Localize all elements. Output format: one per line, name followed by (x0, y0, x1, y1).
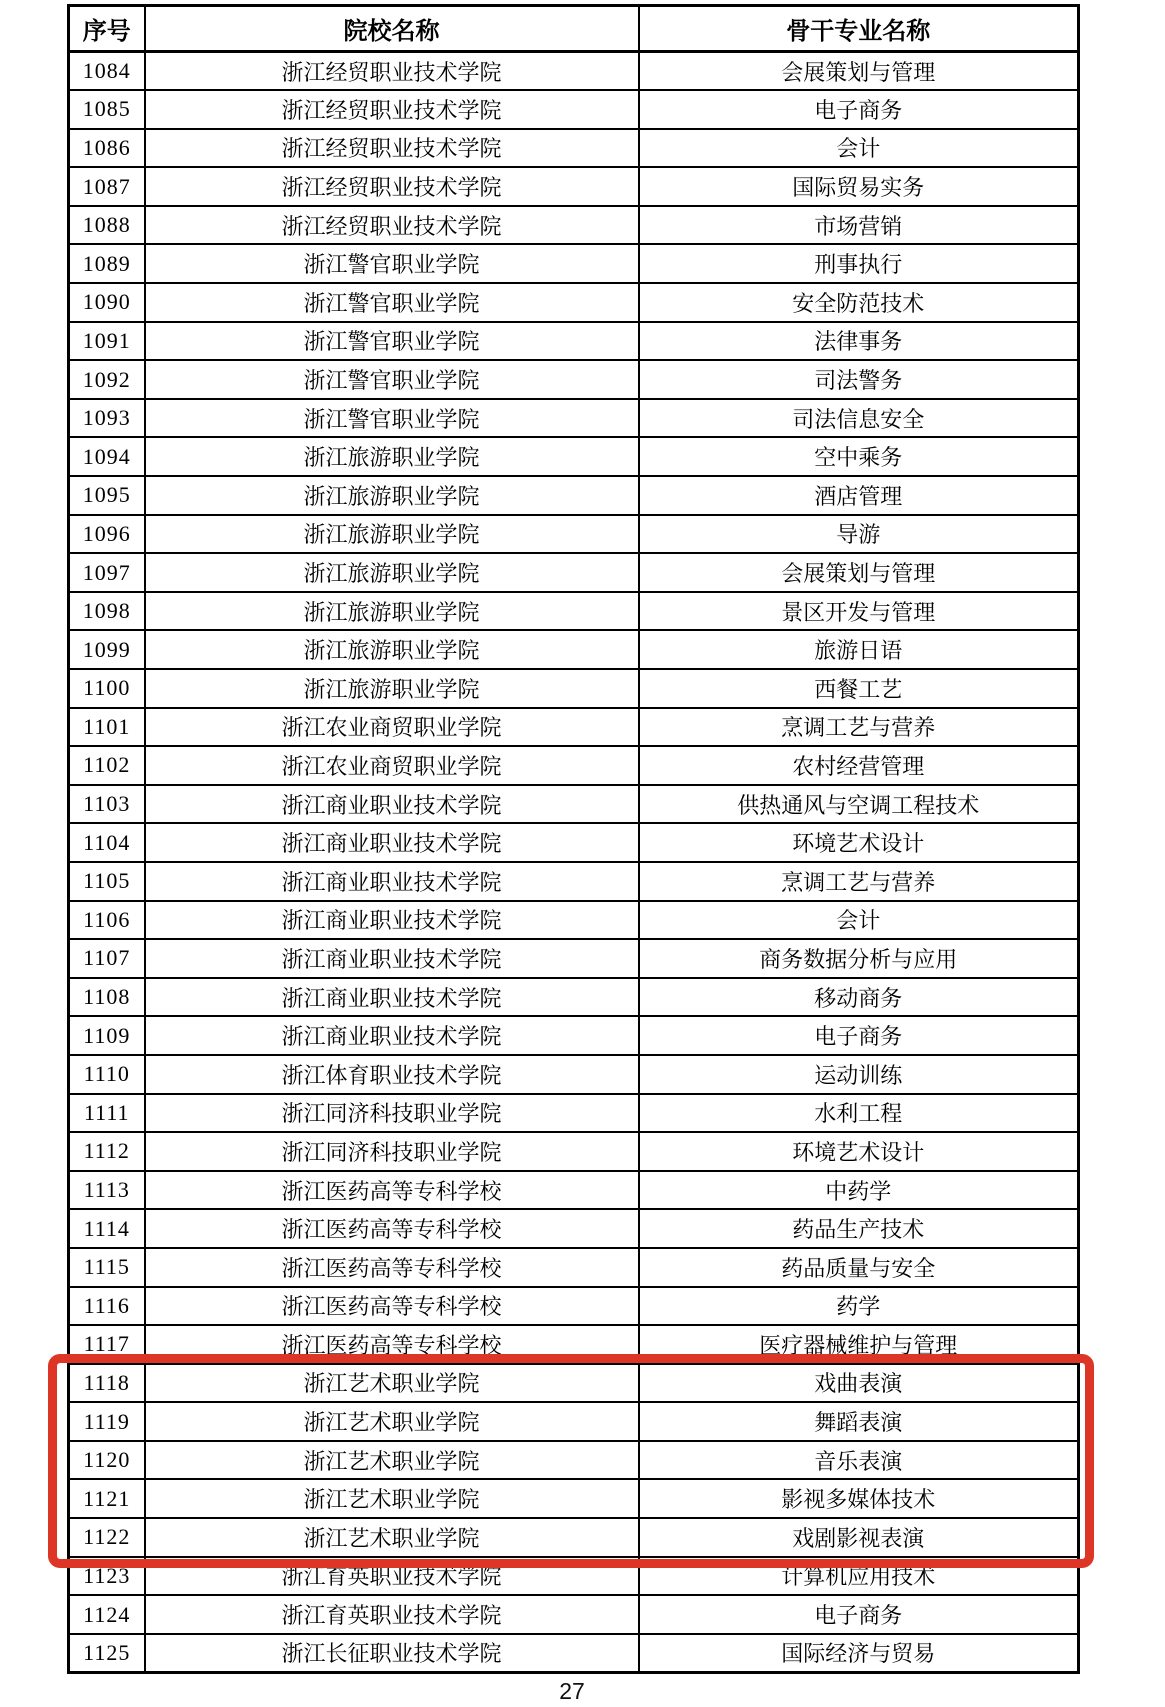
school-cell: 浙江旅游职业学院 (145, 592, 639, 631)
school-cell: 浙江警官职业学院 (145, 322, 639, 361)
serial-cell: 1110 (69, 1055, 145, 1094)
school-cell: 浙江医药高等专科学校 (145, 1248, 639, 1287)
major-cell: 酒店管理 (639, 476, 1079, 515)
table-row (69, 592, 1079, 631)
table-row (69, 708, 1079, 747)
serial-cell: 1109 (69, 1016, 145, 1055)
school-cell: 浙江旅游职业学院 (145, 630, 639, 669)
major-cell: 电子商务 (639, 1016, 1079, 1055)
major-cell: 市场营销 (639, 206, 1079, 245)
serial-cell: 1115 (69, 1248, 145, 1287)
table-row (69, 1441, 1079, 1480)
serial-cell: 1124 (69, 1595, 145, 1634)
serial-cell: 1121 (69, 1479, 145, 1518)
serial-cell: 1118 (69, 1364, 145, 1403)
major-cell: 农村经营管理 (639, 746, 1079, 785)
major-cell: 药品生产技术 (639, 1209, 1079, 1248)
major-cell: 司法信息安全 (639, 399, 1079, 438)
table-row (69, 630, 1079, 669)
serial-cell: 1086 (69, 129, 145, 168)
major-cell: 影视多媒体技术 (639, 1479, 1079, 1518)
major-cell: 商务数据分析与应用 (639, 939, 1079, 978)
table-row (69, 515, 1079, 554)
major-cell: 环境艺术设计 (639, 1132, 1079, 1171)
school-cell: 浙江商业职业技术学院 (145, 862, 639, 901)
table-row (69, 939, 1079, 978)
major-cell: 西餐工艺 (639, 669, 1079, 708)
major-cell: 会计 (639, 129, 1079, 168)
school-cell: 浙江育英职业技术学院 (145, 1557, 639, 1596)
school-cell: 浙江警官职业学院 (145, 244, 639, 283)
serial-cell: 1105 (69, 862, 145, 901)
major-cell: 药学 (639, 1287, 1079, 1326)
major-cell: 中药学 (639, 1171, 1079, 1210)
school-cell: 浙江经贸职业技术学院 (145, 129, 639, 168)
table-row (69, 746, 1079, 785)
school-cell: 浙江旅游职业学院 (145, 553, 639, 592)
school-cell: 浙江警官职业学院 (145, 399, 639, 438)
table-row (69, 90, 1079, 129)
table-row (69, 399, 1079, 438)
serial-cell: 1107 (69, 939, 145, 978)
school-cell: 浙江经贸职业技术学院 (145, 52, 639, 91)
school-cell: 浙江同济科技职业学院 (145, 1132, 639, 1171)
serial-cell: 1099 (69, 630, 145, 669)
table-row (69, 1016, 1079, 1055)
table-body (69, 52, 1079, 1673)
serial-cell: 1095 (69, 476, 145, 515)
serial-cell: 1106 (69, 901, 145, 940)
serial-cell: 1090 (69, 283, 145, 322)
major-cell: 舞蹈表演 (639, 1402, 1079, 1441)
serial-cell: 1091 (69, 322, 145, 361)
serial-cell: 1085 (69, 90, 145, 129)
major-cell: 会展策划与管理 (639, 52, 1079, 91)
serial-cell: 1117 (69, 1325, 145, 1364)
table-row (69, 1364, 1079, 1403)
table-row (69, 553, 1079, 592)
major-cell: 空中乘务 (639, 437, 1079, 476)
table-row (69, 669, 1079, 708)
serial-cell: 1112 (69, 1132, 145, 1171)
school-cell: 浙江医药高等专科学校 (145, 1171, 639, 1210)
major-cell: 会计 (639, 901, 1079, 940)
table-row (69, 129, 1079, 168)
school-cell: 浙江艺术职业学院 (145, 1518, 639, 1557)
table-row (69, 978, 1079, 1017)
major-cell: 音乐表演 (639, 1441, 1079, 1480)
serial-cell: 1108 (69, 978, 145, 1017)
serial-cell: 1125 (69, 1634, 145, 1673)
serial-cell: 1087 (69, 167, 145, 206)
major-cell: 司法警务 (639, 360, 1079, 399)
school-cell: 浙江艺术职业学院 (145, 1364, 639, 1403)
serial-cell: 1089 (69, 244, 145, 283)
major-cell: 法律事务 (639, 322, 1079, 361)
table-row (69, 1132, 1079, 1171)
major-cell: 刑事执行 (639, 244, 1079, 283)
table-row (69, 1518, 1079, 1557)
table-row (69, 1595, 1079, 1634)
school-cell: 浙江同济科技职业学院 (145, 1094, 639, 1133)
table-row (69, 785, 1079, 824)
header-row (69, 6, 1079, 52)
major-cell: 烹调工艺与营养 (639, 862, 1079, 901)
table-row (69, 901, 1079, 940)
serial-cell: 1116 (69, 1287, 145, 1326)
table-row (69, 52, 1079, 91)
school-cell: 浙江医药高等专科学校 (145, 1209, 639, 1248)
major-cell: 计算机应用技术 (639, 1557, 1079, 1596)
table-row (69, 244, 1079, 283)
major-cell: 会展策划与管理 (639, 553, 1079, 592)
table-row (69, 476, 1079, 515)
serial-cell: 1123 (69, 1557, 145, 1596)
table-row (69, 1248, 1079, 1287)
school-cell: 浙江艺术职业学院 (145, 1402, 639, 1441)
school-cell: 浙江商业职业技术学院 (145, 823, 639, 862)
table-row (69, 360, 1079, 399)
serial-cell: 1111 (69, 1094, 145, 1133)
school-cell: 浙江艺术职业学院 (145, 1441, 639, 1480)
major-cell: 电子商务 (639, 1595, 1079, 1634)
table-row (69, 1287, 1079, 1326)
serial-cell: 1119 (69, 1402, 145, 1441)
serial-cell: 1114 (69, 1209, 145, 1248)
major-cell: 电子商务 (639, 90, 1079, 129)
major-cell: 导游 (639, 515, 1079, 554)
school-cell: 浙江警官职业学院 (145, 360, 639, 399)
major-cell: 运动训练 (639, 1055, 1079, 1094)
major-cell: 环境艺术设计 (639, 823, 1079, 862)
school-cell: 浙江商业职业技术学院 (145, 939, 639, 978)
table-row (69, 167, 1079, 206)
table-row (69, 1402, 1079, 1441)
school-cell: 浙江经贸职业技术学院 (145, 206, 639, 245)
school-cell: 浙江旅游职业学院 (145, 515, 639, 554)
school-cell: 浙江商业职业技术学院 (145, 978, 639, 1017)
major-cell: 医疗器械维护与管理 (639, 1325, 1079, 1364)
major-cell: 国际贸易实务 (639, 167, 1079, 206)
school-cell: 浙江体育职业技术学院 (145, 1055, 639, 1094)
school-cell: 浙江旅游职业学院 (145, 437, 639, 476)
table-row (69, 1171, 1079, 1210)
school-header-cell: 院校名称 (145, 6, 639, 52)
table-row (69, 1479, 1079, 1518)
major-cell: 国际经济与贸易 (639, 1634, 1079, 1673)
serial-cell: 1102 (69, 746, 145, 785)
table-header (69, 6, 1079, 52)
serial-cell: 1113 (69, 1171, 145, 1210)
school-cell: 浙江农业商贸职业学院 (145, 746, 639, 785)
major-cell: 戏曲表演 (639, 1364, 1079, 1403)
major-cell: 水利工程 (639, 1094, 1079, 1133)
table-row (69, 283, 1079, 322)
school-cell: 浙江商业职业技术学院 (145, 785, 639, 824)
school-cell: 浙江商业职业技术学院 (145, 901, 639, 940)
serial-cell: 1104 (69, 823, 145, 862)
page-number: 27 (559, 1678, 585, 1704)
major-cell: 戏剧影视表演 (639, 1518, 1079, 1557)
major-cell: 景区开发与管理 (639, 592, 1079, 631)
serial-cell: 1101 (69, 708, 145, 747)
table-row (69, 1325, 1079, 1364)
major-cell: 供热通风与空调工程技术 (639, 785, 1079, 824)
school-cell: 浙江经贸职业技术学院 (145, 167, 639, 206)
table-row (69, 1557, 1079, 1596)
serial-cell: 1098 (69, 592, 145, 631)
serial-cell: 1100 (69, 669, 145, 708)
school-cell: 浙江医药高等专科学校 (145, 1287, 639, 1326)
table-row (69, 1634, 1079, 1673)
major-cell: 烹调工艺与营养 (639, 708, 1079, 747)
table-row (69, 1209, 1079, 1248)
table-row (69, 1055, 1079, 1094)
table-row (69, 1094, 1079, 1133)
school-cell: 浙江警官职业学院 (145, 283, 639, 322)
table-row (69, 823, 1079, 862)
serial-cell: 1094 (69, 437, 145, 476)
school-cell: 浙江旅游职业学院 (145, 669, 639, 708)
serial-cell: 1084 (69, 52, 145, 91)
major-cell: 安全防范技术 (639, 283, 1079, 322)
serial-cell: 1092 (69, 360, 145, 399)
major-cell: 移动商务 (639, 978, 1079, 1017)
school-cell: 浙江农业商贸职业学院 (145, 708, 639, 747)
serial-cell: 1120 (69, 1441, 145, 1480)
serial-cell: 1122 (69, 1518, 145, 1557)
school-cell: 浙江长征职业技术学院 (145, 1634, 639, 1673)
majors-table (67, 4, 1080, 1674)
major-cell: 药品质量与安全 (639, 1248, 1079, 1287)
serial-cell: 1088 (69, 206, 145, 245)
school-cell: 浙江艺术职业学院 (145, 1479, 639, 1518)
table-row (69, 322, 1079, 361)
serial-cell: 1097 (69, 553, 145, 592)
major-header-cell: 骨干专业名称 (639, 6, 1079, 52)
school-cell: 浙江商业职业技术学院 (145, 1016, 639, 1055)
table-row (69, 437, 1079, 476)
table-row (69, 206, 1079, 245)
school-cell: 浙江经贸职业技术学院 (145, 90, 639, 129)
school-cell: 浙江医药高等专科学校 (145, 1325, 639, 1364)
serial-cell: 1093 (69, 399, 145, 438)
serial-cell: 1096 (69, 515, 145, 554)
major-cell: 旅游日语 (639, 630, 1079, 669)
table-row (69, 862, 1079, 901)
school-cell: 浙江旅游职业学院 (145, 476, 639, 515)
serial-cell: 1103 (69, 785, 145, 824)
school-cell: 浙江育英职业技术学院 (145, 1595, 639, 1634)
serial-header-cell: 序号 (69, 6, 145, 52)
